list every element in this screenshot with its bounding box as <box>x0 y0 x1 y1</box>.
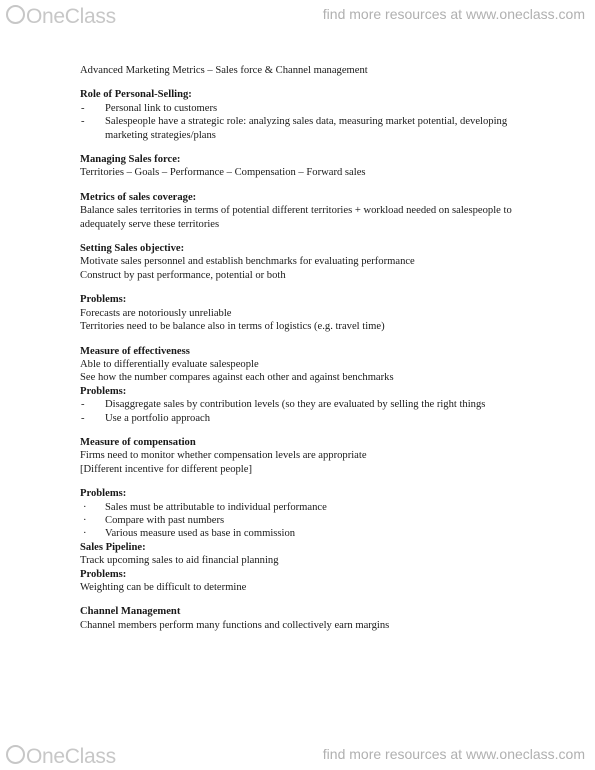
list-item: · Sales must be attributable to individual performance <box>83 501 327 513</box>
bullet-list <box>80 102 550 142</box>
paragraph: Territories need to be balance also in terms of logistics (e.g. travel time) <box>80 321 385 333</box>
page-header <box>0 0 595 30</box>
paragraph: Construct by past performance, potential or both <box>80 269 286 281</box>
section-heading: Metrics of sales coverage: <box>80 191 197 203</box>
list-item: - Salespeople have a strategic role: analyzing sales data, measuring market potential, developing marketing strategies/plans <box>81 116 508 141</box>
sub-heading: Problems: <box>80 385 127 397</box>
section-heading: Managing Sales force: <box>80 154 181 166</box>
bullet-list <box>80 501 550 541</box>
section-heading: Problems: <box>80 488 127 500</box>
paragraph: Firms need to monitor whether compensation levels are appropriate <box>80 450 367 462</box>
logo-ring-icon <box>6 745 25 764</box>
page-footer <box>0 741 595 770</box>
section-heading: Problems: <box>80 294 127 306</box>
list-item: - Use a portfolio approach <box>81 412 211 424</box>
oneclass-logo[interactable] <box>6 5 116 29</box>
logo-text: OneClass <box>26 5 116 28</box>
sub-heading: Problems: <box>80 568 127 580</box>
section-heading: Measure of effectiveness <box>80 345 190 357</box>
section-measure-of-compensation <box>80 436 550 476</box>
section-problems-compensation <box>80 487 550 541</box>
list-item: · Compare with past numbers <box>83 514 225 526</box>
section-sales-pipeline <box>80 541 550 595</box>
oneclass-logo[interactable] <box>6 745 116 769</box>
section-setting-sales-objective <box>80 242 550 282</box>
logo-ring-icon <box>6 5 25 24</box>
list-item: - Disaggregate sales by contribution levels (so they are evaluated by selling the right things <box>81 399 486 411</box>
section-managing-sales-force <box>80 153 550 180</box>
list-item: - Personal link to customers <box>81 102 218 114</box>
section-heading: Channel Management <box>80 606 181 618</box>
paragraph: Territories – Goals – Performance – Compensation – Forward sales <box>80 167 366 179</box>
logo-text: OneClass <box>26 745 116 768</box>
paragraph: Channel members perform many functions and collectively earn margins <box>80 619 390 631</box>
paragraph: Weighting can be difficult to determine <box>80 582 247 593</box>
document-title: Advanced Marketing Metrics – Sales force & Channel management <box>80 65 368 76</box>
section-problems-forecasts <box>80 293 550 333</box>
bullet-list <box>80 398 550 425</box>
section-role-of-personal-selling <box>80 88 550 142</box>
section-heading: Measure of compensation <box>80 436 196 448</box>
paragraph: See how the number compares against each other and against benchmarks <box>80 372 394 384</box>
section-heading: Role of Personal-Selling: <box>80 89 192 101</box>
resources-link[interactable]: find more resources at www.oneclass.com <box>322 6 585 22</box>
paragraph: Able to differentially evaluate salespeople <box>80 358 259 370</box>
paragraph: Forecasts are notoriously unreliable <box>80 307 232 319</box>
section-channel-management <box>80 605 550 632</box>
paragraph: Balance sales territories in terms of potential different territories + workload needed on salespeople to adequately serve these territories <box>80 205 512 230</box>
paragraph: Track upcoming sales to aid financial planning <box>80 555 279 567</box>
document-body <box>80 64 550 643</box>
paragraph: [Different incentive for different people] <box>80 463 252 475</box>
section-metrics-of-sales-coverage <box>80 191 550 231</box>
resources-link[interactable]: find more resources at www.oneclass.com <box>322 746 585 762</box>
section-measure-of-effectiveness <box>80 345 550 425</box>
paragraph: Motivate sales personnel and establish benchmarks for evaluating performance <box>80 256 415 268</box>
section-heading: Sales Pipeline: <box>80 541 146 553</box>
list-item: · Various measure used as base in commission <box>83 528 296 540</box>
section-heading: Setting Sales objective: <box>80 243 185 255</box>
